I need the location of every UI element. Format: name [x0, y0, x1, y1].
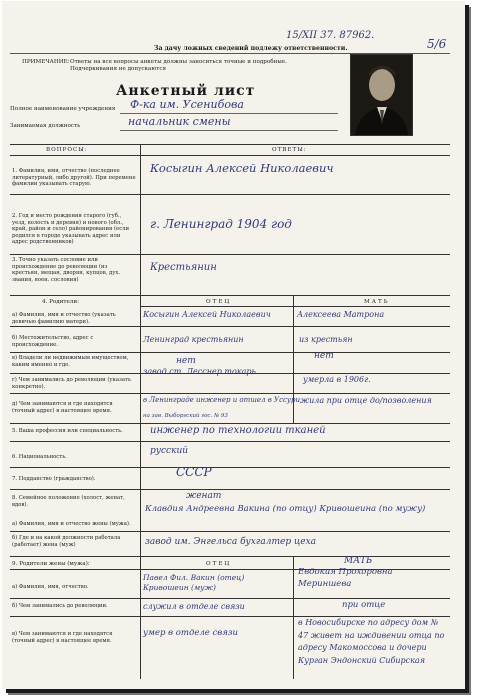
- questionnaire-sheet: [2, 1, 465, 689]
- father-now-extra: на зав. Выборгский гос. № 93: [143, 413, 228, 419]
- spouse-father-name: Павел Фил. Вакин (отец) Кривошеин (муж): [143, 573, 245, 592]
- spouse-mother-now: в Новосибирске по адресу дом № 47 живет на иждивении отца по адресу Макомоссова и дочери Курган Эндонский Сибирская: [298, 618, 445, 665]
- question-1: 1. Фамилия, имя, отчество (последнее литературный, либо другой). При перемене фамилии указывать старую.: [12, 168, 136, 188]
- parents-q-e: д) Чем занимаются и где находятся (точный адрес) в настоящее время.: [12, 401, 113, 414]
- father-residence: Ленинград крестьянин: [143, 335, 244, 344]
- spouse-parents-rule-a: [10, 598, 450, 599]
- position-value: начальник смены: [128, 115, 231, 128]
- institution-underline: [120, 113, 338, 114]
- row-6-rule: [10, 467, 450, 468]
- father-now: в Ленинграде инженер и отшел в Уссури: [143, 396, 300, 404]
- father-name: Косыгин Алексей Николаевич: [143, 310, 271, 319]
- parents-q-a: а) Фамилия, имя и отчество (указать девичью фамилию матери).: [12, 312, 116, 325]
- spouse-father-col-header: ОТЕЦ: [206, 561, 232, 567]
- question-2: 2. Год и место рождения старого (губ., уезд, волость и деревня) и нового (обл., край, район и село) районирования (если родился в городе указывать адрес или адрес родственников): [12, 213, 130, 246]
- answer-2: г. Ленинград 1904 год: [150, 217, 292, 231]
- note-text: Ответы на все вопросы анкеты должны заноситься точные и подробные.: [70, 59, 287, 65]
- table-top: [10, 144, 450, 145]
- question-6: 6. Национальность.: [12, 454, 67, 460]
- portrait-photo: [350, 54, 413, 136]
- institution-label: Полное наименование учреждения: [10, 106, 116, 112]
- spouse-parents-q-b: б) Чем занимались до революции.: [12, 603, 108, 609]
- question-7: 7. Подданство (гражданство).: [12, 476, 96, 482]
- father-before-revolution: завод ст. Лесснер токарь: [143, 367, 256, 376]
- answer-7: СССР: [176, 465, 212, 479]
- question-5: 5. Ваша профессия или специальность.: [12, 428, 123, 434]
- institution-value: Ф-ка им. Усенибова: [130, 98, 244, 111]
- parents-rule-d: [10, 393, 450, 394]
- answer-1: Косыгин Алексей Николаевич: [150, 161, 334, 175]
- archive-stamp: 15/XII 37. 87962.: [286, 30, 375, 41]
- spouse-name: Клавдия Андреевна Вакина (по отцу) Кривошеина (по мужу): [145, 504, 426, 514]
- parents-rule-b: [10, 352, 450, 353]
- row-7-rule: [10, 489, 450, 490]
- spouse-mother-col-header: МАТЬ: [344, 556, 373, 566]
- note-label: ПРИМЕЧАНИЕ:: [22, 59, 70, 65]
- spouse-father-before: служил в отделе связи: [143, 602, 245, 611]
- mother-residence: из крестьян: [299, 335, 353, 344]
- answer-5: инженер по технологии тканей: [150, 425, 326, 436]
- row-1-rule: [10, 194, 450, 195]
- page-title: Анкетный лист: [116, 83, 256, 99]
- questions-header: ВОПРОСЫ:: [46, 147, 88, 153]
- spouse-parents-q-c: в) Чем занимаются и где находятся (точный адрес) в настоящее время.: [12, 631, 113, 644]
- spouse-parents-section: 9. Родители жены (мужа):: [12, 561, 90, 567]
- note-text-2: Подчеркивания не допускаются: [70, 66, 166, 72]
- spouse-parents-col-divider: [293, 556, 294, 679]
- mother-col-header: МАТЬ: [364, 299, 390, 305]
- answer-3: Крестьянин: [150, 262, 217, 273]
- spouse-father-now: умер в отделе связи: [143, 628, 238, 638]
- answer-6: русский: [150, 446, 189, 456]
- spouse-mother-name: Евдокия Прохоровна Мериншева: [298, 567, 393, 589]
- portrait-image: [351, 55, 412, 135]
- question-8: 8. Семейное положение (холост, женат, вдов).: [12, 495, 125, 508]
- mother-name: Алексеева Матрона: [297, 310, 385, 319]
- parents-section: 4. Родители:: [42, 299, 79, 305]
- mother-property: нет: [314, 351, 334, 361]
- warning-text: За дачу ложных сведений подлежу ответственности.: [154, 45, 348, 52]
- question-3: 3. Точно указать сословие или происхождение до революции (из крестьян, мещан, дворян, купцов, дух. звания, воен. сословия): [12, 257, 121, 283]
- parents-q-c: в) Владели ли недвижимым имуществом, каким именно и где.: [12, 355, 129, 368]
- row-5-rule: [10, 441, 450, 442]
- answers-header: ОТВЕТЫ:: [272, 147, 307, 153]
- spouse-q-b: б) Где и на какой должности работала (работает) жена (муж): [12, 535, 121, 548]
- father-property: нет: [176, 356, 196, 366]
- answer-8: женат: [186, 491, 222, 501]
- mother-now: жила при отце до/позволения: [300, 396, 432, 405]
- spouse-work: завод им. Энгельса бухгалтер цеха: [145, 537, 317, 547]
- parents-q-d: г) Чем занимались до революции (указать конкретно).: [12, 377, 131, 390]
- row-3-rule: [10, 295, 450, 296]
- corner-mark: 5/6: [427, 37, 447, 51]
- mother-before-revolution: умерла в 1906г.: [303, 375, 371, 384]
- row-2-rule: [10, 254, 450, 255]
- spouse-parents-q-a: а) Фамилия, имя, отчество.: [12, 584, 89, 590]
- table-head-bottom: [10, 155, 450, 156]
- spouse-rule-a: [10, 531, 450, 532]
- parents-head-rule: [140, 306, 450, 307]
- spouse-mother-before: при отце: [342, 600, 386, 610]
- spouse-rule-b: [10, 556, 450, 557]
- parents-rule-e: [10, 423, 450, 424]
- parents-rule-a: [10, 326, 450, 327]
- spouse-q-a: а) Фамилия, имя и отчество жены (мужа).: [12, 521, 131, 527]
- father-col-header: ОТЕЦ: [206, 299, 232, 305]
- position-underline: [120, 130, 338, 131]
- parents-q-b: б) Местожительство, адрес с происхождение.: [12, 335, 94, 348]
- position-label: Занимаемая должность: [10, 123, 81, 129]
